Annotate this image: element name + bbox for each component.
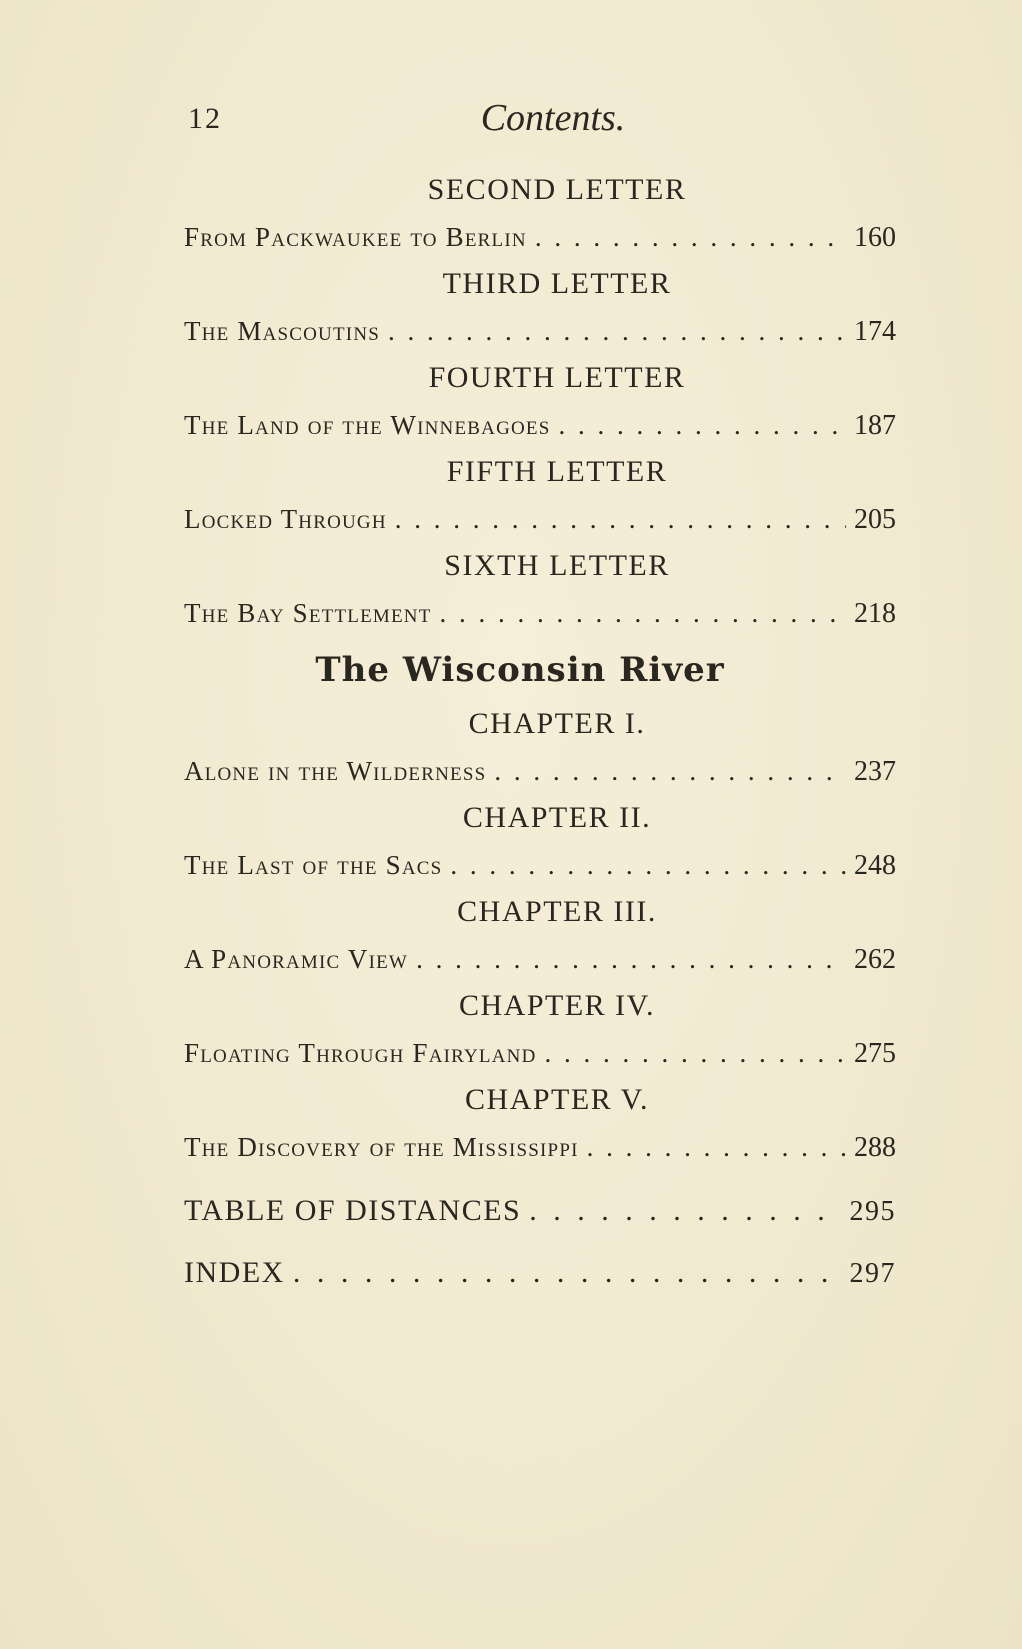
toc-entry bbox=[184, 588, 896, 638]
dot-leader bbox=[587, 1122, 846, 1172]
entry-page: 187 bbox=[854, 410, 896, 441]
toc-entry bbox=[184, 934, 896, 984]
toc-entry bbox=[184, 1122, 896, 1172]
entry-title: INDEX bbox=[184, 1256, 285, 1289]
spacer bbox=[184, 1172, 896, 1180]
entry-title: Locked Through bbox=[184, 504, 387, 534]
entry-title: From Packwaukee to Berlin bbox=[184, 222, 527, 252]
toc-entry bbox=[184, 400, 896, 450]
entry-title: The Last of the Sacs bbox=[184, 850, 443, 880]
toc-entry bbox=[184, 1028, 896, 1078]
entry-title: The Mascoutins bbox=[184, 316, 381, 346]
entry-title: A Panoramic View bbox=[184, 944, 409, 974]
dot-leader bbox=[416, 934, 846, 984]
section-heading: CHAPTER II. bbox=[462, 801, 652, 834]
toc-entry bbox=[184, 212, 896, 262]
dot-leader bbox=[545, 1028, 847, 1078]
section-heading: CHAPTER III. bbox=[457, 895, 657, 928]
entry-title: The Land of the Winnebagoes bbox=[184, 410, 551, 440]
toc-entry-index bbox=[184, 1242, 896, 1304]
section-heading: FIFTH LETTER bbox=[446, 455, 668, 488]
entry-page: 174 bbox=[854, 316, 896, 347]
toc-entry bbox=[184, 306, 896, 356]
entry-page: 288 bbox=[854, 1132, 896, 1163]
toc-entry bbox=[184, 494, 896, 544]
section-heading: CHAPTER V. bbox=[465, 1083, 649, 1116]
entry-page: 297 bbox=[849, 1258, 896, 1289]
dot-leader bbox=[450, 840, 846, 890]
table-of-contents bbox=[184, 168, 896, 1304]
part-title: The Wisconsin River bbox=[315, 650, 725, 690]
dot-leader bbox=[535, 212, 846, 262]
dot-leader bbox=[529, 1180, 841, 1242]
section-heading: SIXTH LETTER bbox=[444, 549, 670, 582]
dot-leader bbox=[558, 400, 846, 450]
section-heading: CHAPTER IV. bbox=[459, 989, 655, 1022]
entry-title: Floating Through Fairyland bbox=[184, 1038, 537, 1068]
entry-page: 218 bbox=[854, 598, 896, 629]
entry-title: TABLE OF DISTANCES bbox=[184, 1194, 522, 1227]
entry-page: 160 bbox=[854, 222, 896, 253]
dot-leader bbox=[293, 1242, 842, 1304]
toc-entry bbox=[184, 746, 896, 796]
dot-leader bbox=[395, 494, 846, 544]
toc-entry bbox=[184, 840, 896, 890]
entry-page: 237 bbox=[854, 756, 896, 787]
dot-leader bbox=[440, 588, 847, 638]
running-title: Contents. bbox=[480, 97, 626, 139]
dot-leader bbox=[388, 306, 846, 356]
entry-title: The Bay Settlement bbox=[184, 598, 432, 628]
section-heading: THIRD LETTER bbox=[442, 267, 672, 300]
section-heading: CHAPTER I. bbox=[468, 707, 646, 740]
page-header bbox=[188, 96, 898, 146]
entry-page: 262 bbox=[854, 944, 896, 975]
entry-page: 248 bbox=[854, 850, 896, 881]
entry-page: 205 bbox=[854, 504, 896, 535]
entry-title: The Discovery of the Mississippi bbox=[184, 1132, 579, 1162]
page-number: 12 bbox=[188, 102, 222, 135]
toc-entry-table-of-distances bbox=[184, 1180, 896, 1242]
section-heading: FOURTH LETTER bbox=[428, 361, 686, 394]
section-heading: SECOND LETTER bbox=[427, 173, 687, 206]
entry-page: 275 bbox=[854, 1038, 896, 1069]
dot-leader bbox=[494, 746, 846, 796]
entry-page: 295 bbox=[849, 1196, 896, 1227]
entry-title: Alone in the Wilderness bbox=[184, 756, 487, 786]
